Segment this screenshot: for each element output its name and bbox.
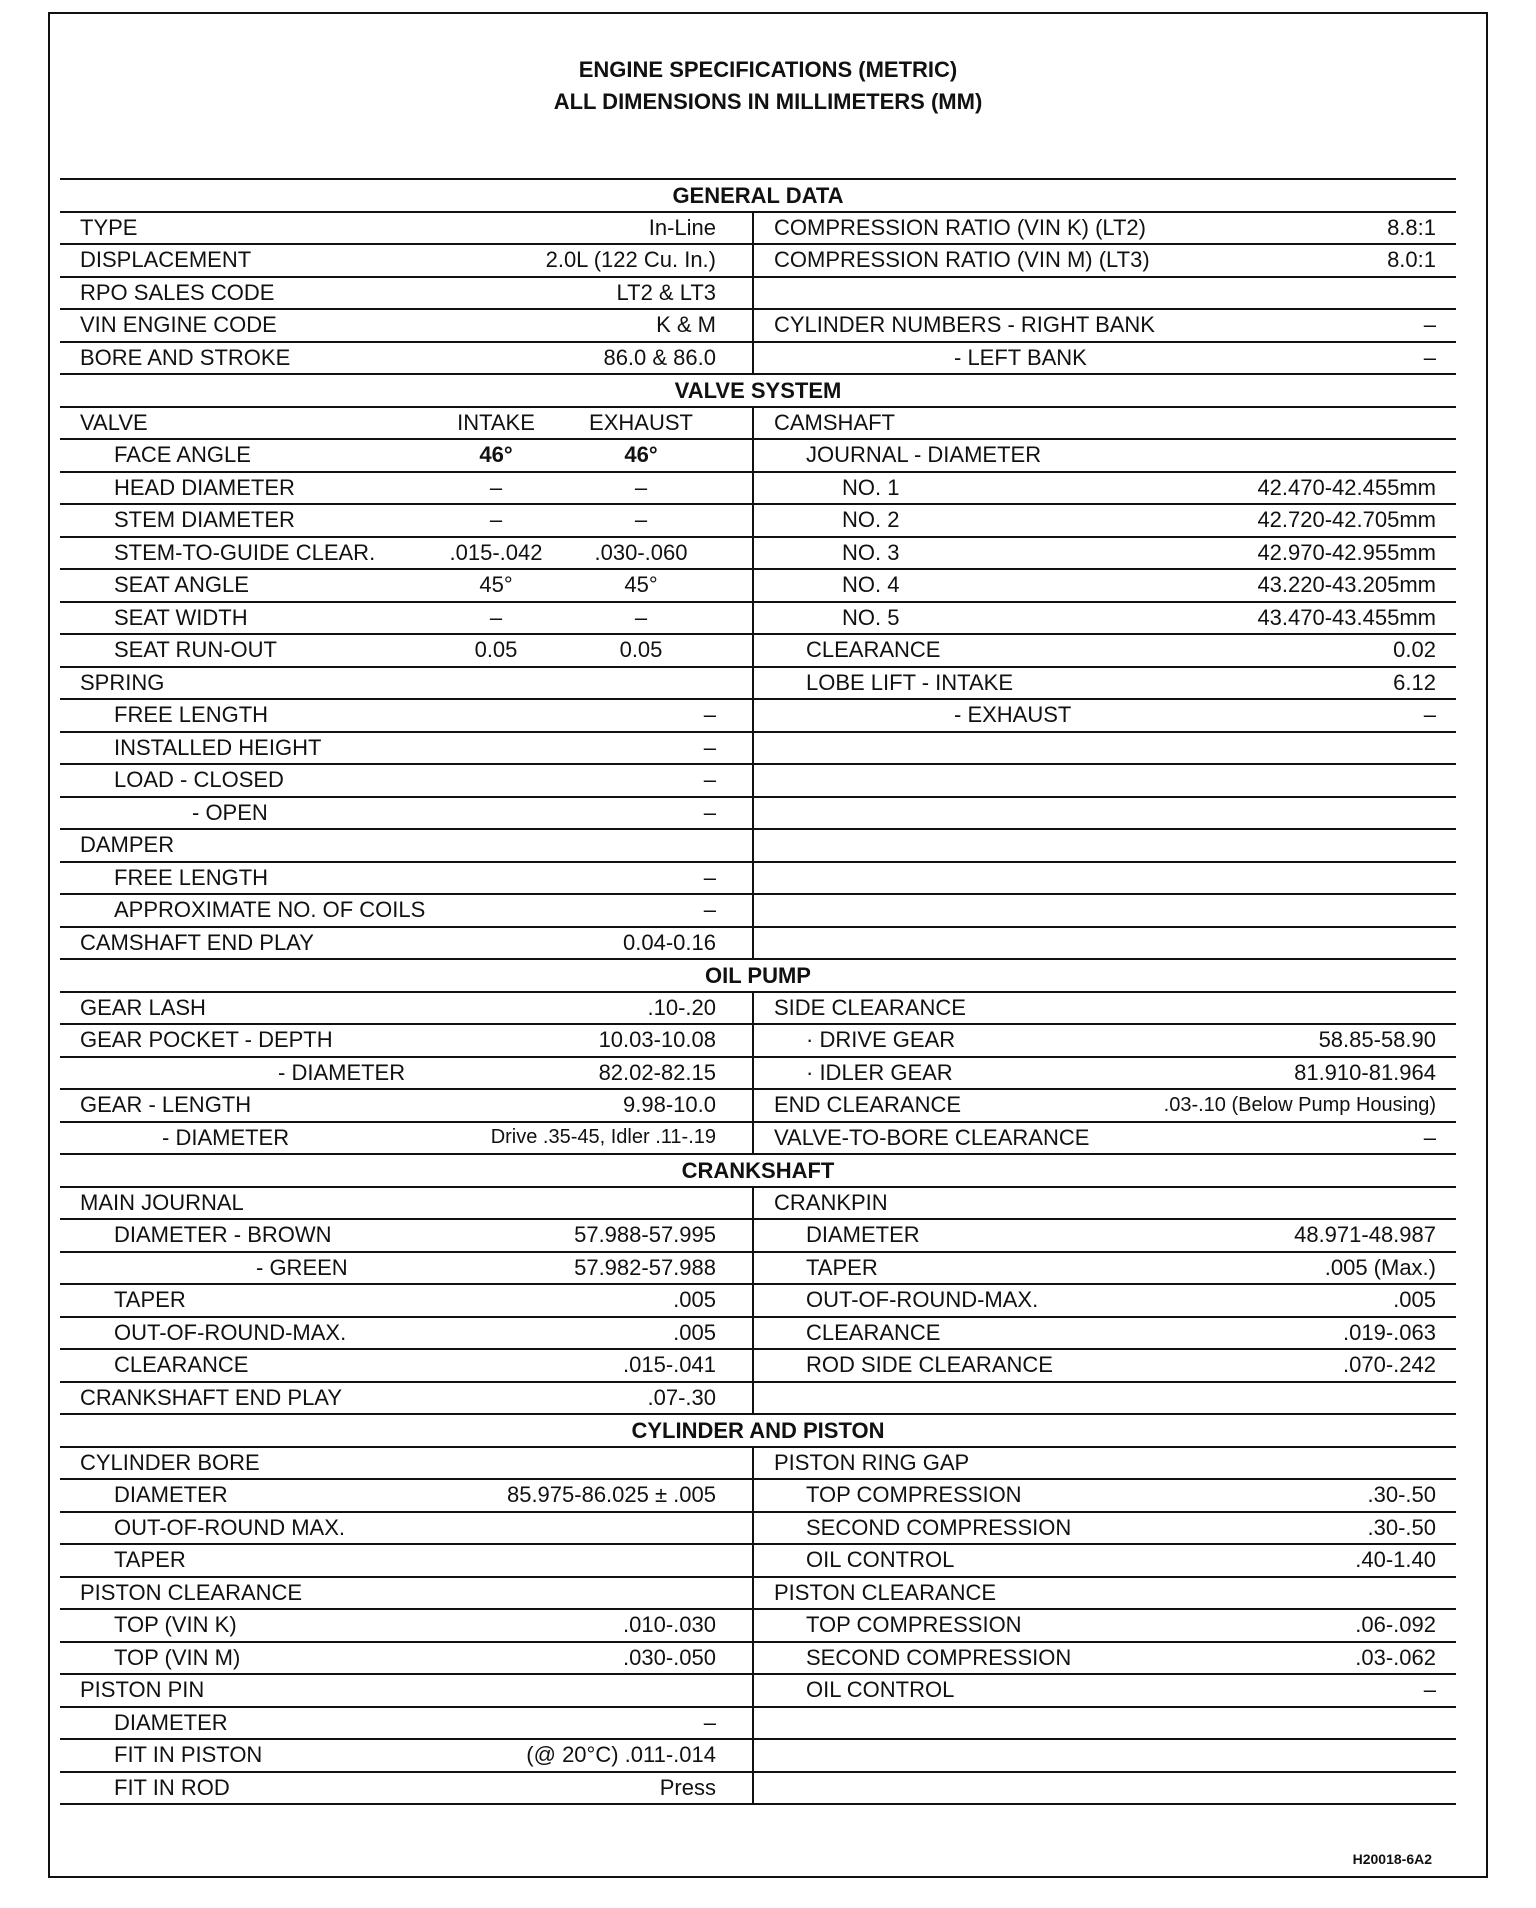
table-row [754, 1738, 1456, 1771]
spec-value: 48.971-48.987 [1294, 1222, 1436, 1248]
table-row [754, 1771, 1456, 1804]
exhaust-value: 0.05 [619, 637, 663, 663]
table-row [754, 1283, 1456, 1316]
spec-value: 9.98-10.0 [623, 1092, 716, 1118]
spec-label: FIT IN ROD [114, 1774, 230, 1800]
spec-value: .07-.30 [647, 1384, 716, 1410]
table-row [60, 1316, 754, 1349]
spec-value: – [1423, 344, 1436, 370]
spec-label: - GREEN [256, 1254, 348, 1280]
spec-value: 0.02 [1393, 637, 1436, 663]
spec-label: TYPE [80, 214, 138, 240]
intake-header: INTAKE [457, 409, 535, 435]
table-bottom-rule [60, 1803, 1456, 1805]
spec-value: 58.85-58.90 [1318, 1027, 1436, 1053]
spec-value: 8.0:1 [1387, 247, 1436, 273]
table-row [754, 1673, 1456, 1706]
spec-label: MAIN JOURNAL [80, 1189, 244, 1215]
spec-value: 42.720-42.705mm [1257, 507, 1436, 533]
spec-label: SIDE CLEARANCE [774, 994, 966, 1020]
spec-value: 82.02-82.15 [598, 1059, 716, 1085]
section-header-oil-pump: OIL PUMP [60, 958, 1456, 991]
table-row [754, 1348, 1456, 1381]
spec-value: (@ 20°C) .011-.014 [526, 1742, 716, 1768]
spec-label: RPO SALES CODE [80, 279, 275, 305]
spec-label: TAPER [114, 1287, 186, 1313]
crank-left-column [60, 1186, 754, 1414]
exhaust-value: .030-.060 [594, 539, 688, 565]
table-row [60, 406, 754, 439]
table-row [60, 698, 754, 731]
spec-value: Press [659, 1774, 716, 1800]
spec-label: GEAR - LENGTH [80, 1092, 252, 1118]
table-row [60, 601, 754, 634]
table-row [754, 438, 1456, 471]
spec-label: DIAMETER [114, 1709, 228, 1735]
oil-right-column [754, 991, 1456, 1154]
spec-label: CRANKSHAFT END PLAY [80, 1384, 343, 1410]
spec-label: SEAT RUN-OUT [114, 637, 277, 663]
table-row [60, 893, 754, 926]
spec-value: 8.8:1 [1387, 214, 1436, 240]
table-row [754, 1511, 1456, 1544]
table-row [60, 828, 754, 861]
spec-label: TOP (VIN M) [114, 1644, 241, 1670]
spec-label: VALVE-TO-BORE CLEARANCE [774, 1124, 1090, 1150]
general-left-column [60, 211, 754, 374]
spec-value: – [703, 799, 716, 825]
intake-value: – [489, 474, 503, 500]
table-row [754, 828, 1456, 861]
table-row [754, 1576, 1456, 1609]
spec-label: LOBE LIFT - INTAKE [806, 669, 1014, 695]
oil-left-column [60, 991, 754, 1154]
spec-label: - LEFT BANK [954, 344, 1087, 370]
intake-value: 0.05 [474, 637, 518, 663]
spec-value: .005 [673, 1287, 716, 1313]
spec-value: – [703, 1709, 716, 1735]
spec-label: STEM-TO-GUIDE CLEAR. [114, 539, 376, 565]
table-row [60, 503, 754, 536]
page-subtitle: ALL DIMENSIONS IN MILLIMETERS (MM) [553, 89, 983, 114]
spec-value: 81.910-81.964 [1294, 1059, 1436, 1085]
spec-value: .010-.030 [623, 1612, 716, 1638]
section-header-valve: VALVE SYSTEM [60, 373, 1456, 406]
spec-label: DAMPER [80, 832, 175, 858]
spec-label: CLEARANCE [114, 1352, 249, 1378]
page-title: ENGINE SPECIFICATIONS (METRIC) [578, 57, 958, 82]
spec-value: – [703, 864, 716, 890]
table-row [60, 1348, 754, 1381]
valve-right-column [754, 406, 1456, 959]
spec-label: SECOND COMPRESSION [806, 1514, 1072, 1540]
spec-value: – [703, 897, 716, 923]
spec-label: GEAR LASH [80, 994, 206, 1020]
spec-value: .005 [1393, 1287, 1436, 1313]
spec-label: GEAR POCKET - DEPTH [80, 1027, 333, 1053]
spec-value: .10-.20 [647, 994, 716, 1020]
spec-value: In-Line [648, 214, 716, 240]
table-row [754, 1251, 1456, 1284]
table-row [754, 568, 1456, 601]
crank-right-column [754, 1186, 1456, 1414]
exhaust-value: – [634, 604, 648, 630]
table-row [60, 1251, 754, 1284]
spec-label: COMPRESSION RATIO (VIN K) (LT2) [774, 214, 1146, 240]
table-row [60, 1381, 754, 1414]
table-row [754, 1023, 1456, 1056]
table-row [60, 1706, 754, 1739]
oil-pump-table [60, 991, 1456, 1154]
spec-value: 42.970-42.955mm [1257, 539, 1436, 565]
spec-label: OIL CONTROL [806, 1547, 955, 1573]
table-row [60, 796, 754, 829]
spec-value: 43.220-43.205mm [1257, 572, 1436, 598]
table-row [60, 1088, 754, 1121]
spec-value: 42.470-42.455mm [1257, 474, 1436, 500]
spec-value: K & M [656, 312, 716, 338]
spec-value: – [1423, 702, 1436, 728]
intake-value: .015-.042 [449, 539, 543, 565]
spec-value: 6.12 [1393, 669, 1436, 695]
spec-label: JOURNAL - DIAMETER [806, 442, 1042, 468]
spec-value: 57.988-57.995 [574, 1222, 716, 1248]
spec-value: .030-.050 [623, 1644, 716, 1670]
spec-label: TOP COMPRESSION [806, 1612, 1022, 1638]
spec-label: COMPRESSION RATIO (VIN M) (LT3) [774, 247, 1150, 273]
spec-label: PISTON CLEARANCE [80, 1579, 303, 1605]
spec-label: TOP COMPRESSION [806, 1482, 1022, 1508]
table-row [754, 698, 1456, 731]
table-row [754, 1478, 1456, 1511]
spec-value: .070-.242 [1343, 1352, 1436, 1378]
spec-value: 85.975-86.025 ± .005 [506, 1482, 716, 1508]
spec-value: .015-.041 [623, 1352, 716, 1378]
intake-value: 45° [479, 572, 513, 598]
spec-value: 0.04-0.16 [623, 929, 716, 955]
table-row [60, 341, 754, 374]
spec-label: SEAT WIDTH [114, 604, 248, 630]
exhaust-value: – [634, 474, 648, 500]
table-row [60, 568, 754, 601]
cylinder-piston-table [60, 1446, 1456, 1804]
table-row [754, 926, 1456, 959]
table-row [60, 1056, 754, 1089]
spec-label: SPRING [80, 669, 165, 695]
table-row [754, 406, 1456, 439]
spec-label: APPROXIMATE NO. OF COILS [114, 897, 426, 923]
spec-label: TAPER [806, 1254, 878, 1280]
spec-value: – [703, 767, 716, 793]
table-row [60, 1446, 754, 1479]
table-row [754, 243, 1456, 276]
spec-label: NO. 1 [842, 474, 900, 500]
table-row [60, 926, 754, 959]
spec-label: - OPEN [192, 799, 268, 825]
table-row [60, 1186, 754, 1219]
section-header-cylinder-piston: CYLINDER AND PISTON [60, 1413, 1456, 1446]
spec-label: VALVE [80, 409, 148, 435]
spec-label: PISTON PIN [80, 1677, 205, 1703]
spec-value: .03-.062 [1355, 1644, 1436, 1670]
table-row [60, 1218, 754, 1251]
table-row [60, 471, 754, 504]
table-row [60, 1641, 754, 1674]
spec-label: CYLINDER BORE [80, 1449, 260, 1475]
exhaust-header: EXHAUST [589, 409, 693, 435]
spec-label: OIL CONTROL [806, 1677, 955, 1703]
table-row [60, 536, 754, 569]
spec-value: .005 [673, 1319, 716, 1345]
spec-label: FACE ANGLE [114, 442, 251, 468]
spec-label: FREE LENGTH [114, 864, 269, 890]
table-row [60, 633, 754, 666]
table-row [754, 893, 1456, 926]
table-row [60, 1673, 754, 1706]
table-row [754, 471, 1456, 504]
spec-value: 86.0 & 86.0 [603, 344, 716, 370]
table-row [754, 1186, 1456, 1219]
spec-label: - DIAMETER [278, 1059, 406, 1085]
section-header-general: GENERAL DATA [60, 178, 1456, 211]
spec-label: INSTALLED HEIGHT [114, 734, 322, 760]
spec-label: OUT-OF-ROUND MAX. [114, 1514, 345, 1540]
spec-label: DISPLACEMENT [80, 247, 252, 273]
spec-label: CAMSHAFT END PLAY [80, 929, 314, 955]
table-row [60, 438, 754, 471]
spec-value: .40-1.40 [1355, 1547, 1436, 1573]
spec-label: CRANKPIN [774, 1189, 888, 1215]
spec-label: - EXHAUST [954, 702, 1072, 728]
table-row [754, 1543, 1456, 1576]
table-row [754, 601, 1456, 634]
table-row [754, 731, 1456, 764]
table-row [754, 503, 1456, 536]
table-row [60, 1023, 754, 1056]
general-right-column [754, 211, 1456, 374]
table-row [60, 763, 754, 796]
table-row [60, 308, 754, 341]
spec-label: CLEARANCE [806, 637, 941, 663]
table-row [60, 1738, 754, 1771]
table-row [754, 666, 1456, 699]
spec-value: – [1423, 1677, 1436, 1703]
spec-label: LOAD - CLOSED [114, 767, 284, 793]
table-row [60, 731, 754, 764]
cyl-right-column [754, 1446, 1456, 1804]
intake-value: 46° [479, 442, 513, 468]
spec-label: SECOND COMPRESSION [806, 1644, 1072, 1670]
document-code: H20018-6A2 [1352, 1851, 1432, 1867]
table-row [754, 1706, 1456, 1739]
spec-label: SEAT ANGLE [114, 572, 249, 598]
spec-label: · DRIVE GEAR [806, 1027, 956, 1053]
intake-value: – [489, 604, 503, 630]
spec-label: PISTON RING GAP [774, 1449, 970, 1475]
table-row [754, 1056, 1456, 1089]
spec-value: 2.0L (122 Cu. In.) [545, 247, 716, 273]
spec-value: .30-.50 [1367, 1514, 1436, 1540]
table-row [754, 341, 1456, 374]
spec-label: NO. 4 [842, 572, 900, 598]
spec-label: TOP (VIN K) [114, 1612, 237, 1638]
spec-label: STEM DIAMETER [114, 507, 295, 533]
spec-value: LT2 & LT3 [616, 279, 716, 305]
spec-label: DIAMETER [114, 1482, 228, 1508]
spec-value: .06-.092 [1355, 1612, 1436, 1638]
table-row [754, 1446, 1456, 1479]
table-row [60, 1511, 754, 1544]
spec-label: TAPER [114, 1547, 186, 1573]
spec-value: 43.470-43.455mm [1257, 604, 1436, 630]
table-row [60, 1771, 754, 1804]
valve-left-column [60, 406, 754, 959]
table-row [754, 763, 1456, 796]
spec-value: – [1423, 1124, 1436, 1150]
table-row [754, 1608, 1456, 1641]
intake-value: – [489, 507, 503, 533]
table-row [60, 211, 754, 244]
spec-value: Drive .35-45, Idler .11-.19 [490, 1126, 716, 1149]
spec-label: DIAMETER - BROWN [114, 1222, 332, 1248]
spec-value: – [1423, 312, 1436, 338]
table-row [60, 1543, 754, 1576]
exhaust-value: – [634, 507, 648, 533]
spec-label: FREE LENGTH [114, 702, 269, 728]
spec-label: ROD SIDE CLEARANCE [806, 1352, 1053, 1378]
table-row [60, 1608, 754, 1641]
spec-label: - DIAMETER [162, 1124, 290, 1150]
exhaust-value: 45° [624, 572, 658, 598]
spec-label: NO. 5 [842, 604, 900, 630]
spec-label: CAMSHAFT [774, 409, 895, 435]
title-block [48, 54, 1488, 118]
table-row [754, 1641, 1456, 1674]
spec-value: .005 (Max.) [1324, 1254, 1436, 1280]
spec-label: HEAD DIAMETER [114, 474, 295, 500]
spec-value: .019-.063 [1343, 1319, 1436, 1345]
table-row [754, 536, 1456, 569]
spec-value: 57.982-57.988 [574, 1254, 716, 1280]
general-data-table [60, 211, 1456, 374]
spec-label: FIT IN PISTON [114, 1742, 263, 1768]
table-row [754, 1218, 1456, 1251]
table-row [754, 991, 1456, 1024]
table-row [754, 276, 1456, 309]
table-row [60, 243, 754, 276]
table-row [60, 666, 754, 699]
table-row [60, 861, 754, 894]
section-header-crankshaft: CRANKSHAFT [60, 1153, 1456, 1186]
spec-label: DIAMETER [806, 1222, 920, 1248]
table-row [754, 1381, 1456, 1414]
table-row [60, 991, 754, 1024]
spec-label: CLEARANCE [806, 1319, 941, 1345]
table-row [754, 633, 1456, 666]
spec-value: .03-.10 (Below Pump Housing) [1163, 1093, 1436, 1116]
spec-label: VIN ENGINE CODE [80, 312, 277, 338]
spec-label: NO. 3 [842, 539, 900, 565]
table-row [60, 1576, 754, 1609]
spec-label: OUT-OF-ROUND-MAX. [114, 1319, 347, 1345]
spec-label: · IDLER GEAR [806, 1059, 953, 1085]
spec-label: END CLEARANCE [774, 1092, 962, 1118]
crankshaft-table [60, 1186, 1456, 1414]
cyl-left-column [60, 1446, 754, 1804]
spec-label: BORE AND STROKE [80, 344, 291, 370]
table-row [754, 1316, 1456, 1349]
table-row [754, 861, 1456, 894]
spec-value: – [703, 702, 716, 728]
table-row [754, 796, 1456, 829]
table-row [60, 1283, 754, 1316]
spec-value: 10.03-10.08 [598, 1027, 716, 1053]
table-row [60, 276, 754, 309]
spec-value: – [703, 734, 716, 760]
spec-label: PISTON CLEARANCE [774, 1579, 997, 1605]
spec-sheet [60, 178, 1456, 1805]
table-row [754, 1121, 1456, 1154]
table-row [754, 308, 1456, 341]
table-row [60, 1121, 754, 1154]
table-row [754, 1088, 1456, 1121]
table-row [754, 211, 1456, 244]
table-row [60, 1478, 754, 1511]
spec-label: OUT-OF-ROUND-MAX. [806, 1287, 1039, 1313]
spec-label: NO. 2 [842, 507, 900, 533]
spec-value: .30-.50 [1367, 1482, 1436, 1508]
exhaust-value: 46° [624, 442, 658, 468]
valve-system-table [60, 406, 1456, 959]
spec-label: CYLINDER NUMBERS - RIGHT BANK [774, 312, 1155, 338]
